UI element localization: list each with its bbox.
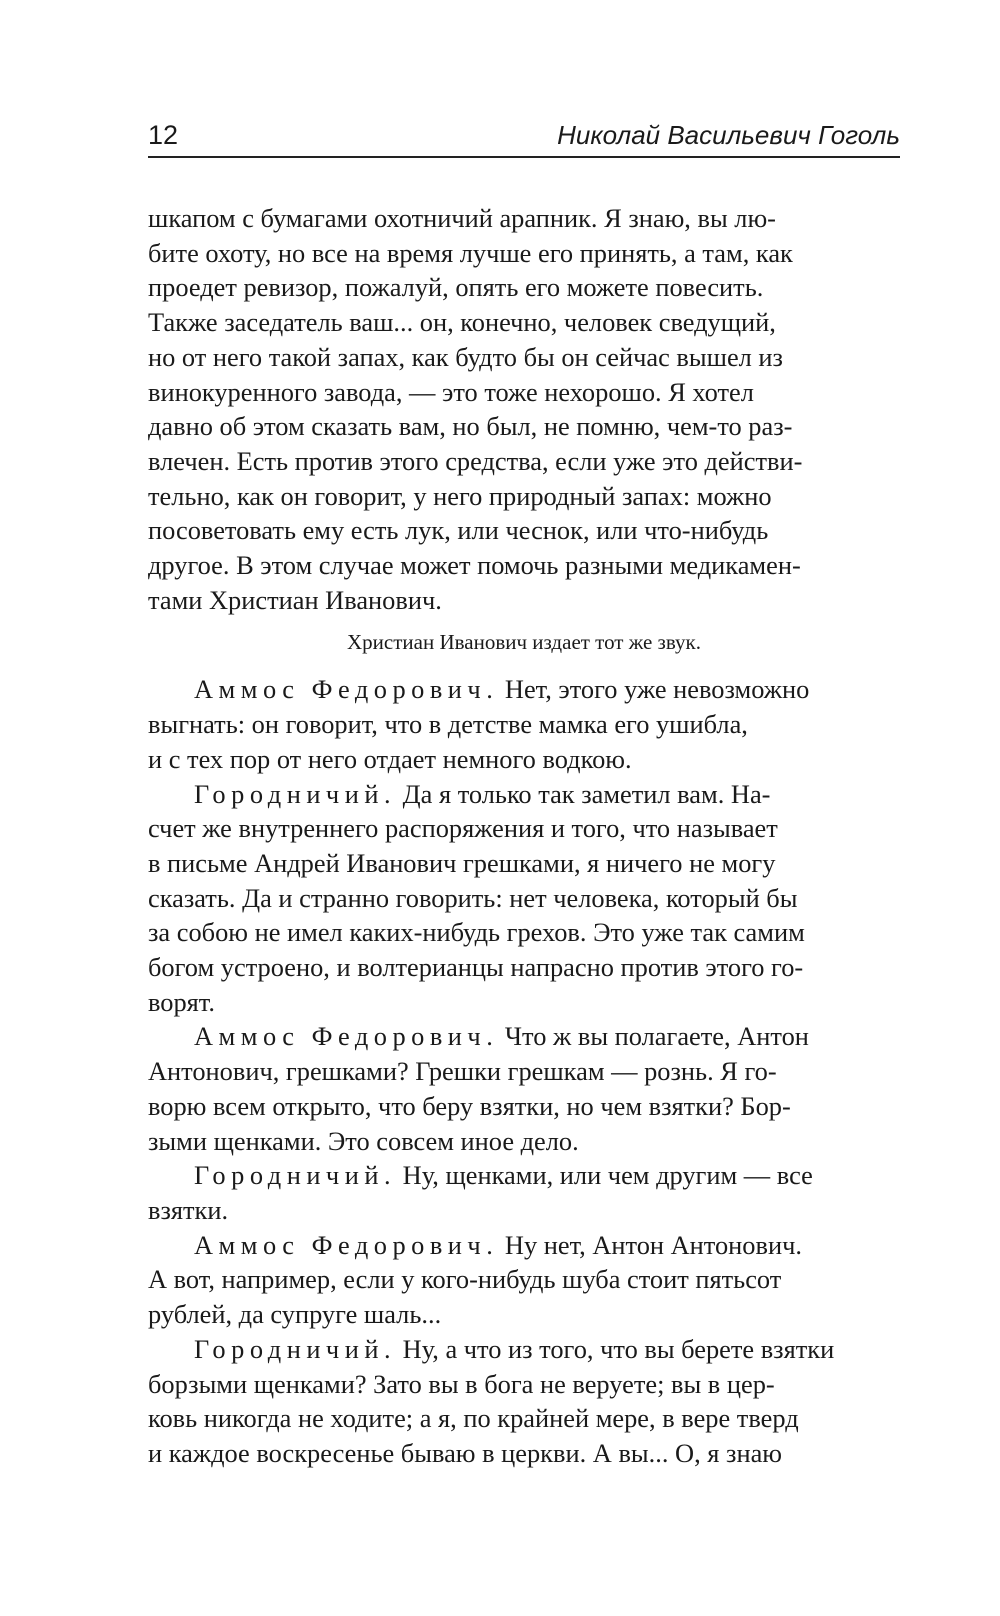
dialogue-line — [148, 1332, 900, 1471]
page-number: 12 — [148, 120, 179, 150]
dialogue-line — [148, 672, 900, 776]
page-header — [148, 112, 900, 158]
running-title: Николай Васильевич Гоголь — [557, 120, 900, 150]
narrative-paragraph: шкапом с бумагами охотничий арапник. Я знаю, вы лю- бите охоту, но все на время лучше его принять, а там, как проедет ревизор, пожалуй, опять его можете повесить. Также заседатель ваш... он, конечно, человек сведущий, но от него такой запах, как будто бы он сейчас вышел из винокуренного завода, — это тоже нехорошо. Я хотел давно об этом сказать вам, но был, не помню, чем-то раз- влечен. Есть против этого средства, если уже это действи- тельно, как он говорит, у него природный запах: можно посоветовать ему есть лук, или чеснок, или что-нибудь другое. В этом случае может помочь разными медикамен- тами Христиан Иванович. — [148, 203, 803, 615]
speaker-name: Аммос Федорович. — [194, 674, 499, 705]
page-body — [148, 201, 900, 1471]
speaker-name: Аммос Федорович. — [194, 1229, 499, 1260]
dialogue-text: Нет, этого уже невозможно выгнать: он говорит, что в детстве мамка его ушибла, и с тех пор от него отдает немного водкою. — [148, 674, 810, 774]
dialogue-text: Ну, а что из того, что вы берете взятки борзыми щенками? Зато вы в бога не веруете; вы в цер- ковь никогда не ходите; а я, по крайней мере, в вере тверд и каждое воскресенье бываю в церкви. А вы... О, я знаю — [148, 1333, 835, 1468]
dialogue-text: Что ж вы полагаете, Антон Антонович, грешками? Грешки грешкам — рознь. Я го- ворю всем открыто, что беру взятки, но чем взятки? Бор- зыми щенками. Это совсем иное дело. — [148, 1021, 809, 1156]
dialogue-text: Ну, щенками, или чем другим — все взятки. — [148, 1160, 813, 1225]
dialogue-line — [148, 777, 900, 1020]
speaker-name: Городничий. — [194, 778, 397, 809]
dialogue-text: Ну нет, Антон Антонович. А вот, например, если у кого-нибудь шуба стоит пятьсот рублей, да супруге шаль... — [148, 1229, 802, 1330]
dialogue-line — [148, 1019, 900, 1158]
speaker-name: Городничий. — [194, 1160, 397, 1191]
speaker-name: Аммос Федорович. — [194, 1021, 499, 1052]
book-page — [148, 112, 900, 1471]
speaker-name: Городничий. — [194, 1333, 397, 1364]
stage-direction: Христиан Иванович издает тот же звук. — [347, 630, 701, 655]
dialogue-line — [148, 1158, 900, 1227]
dialogue-text: Да я только так заметил вам. На- счет же внутреннего распоряжения и того, что называет в письме Андрей Иванович грешками, я ничего не могу сказать. Да и странно говорить: нет человека, который бы за собою не имел каких-нибудь грехов. Это уже так самим богом устроено, и волтерианцы напрасно против этого го- ворят. — [148, 778, 805, 1017]
dialogue-line — [148, 1228, 900, 1332]
